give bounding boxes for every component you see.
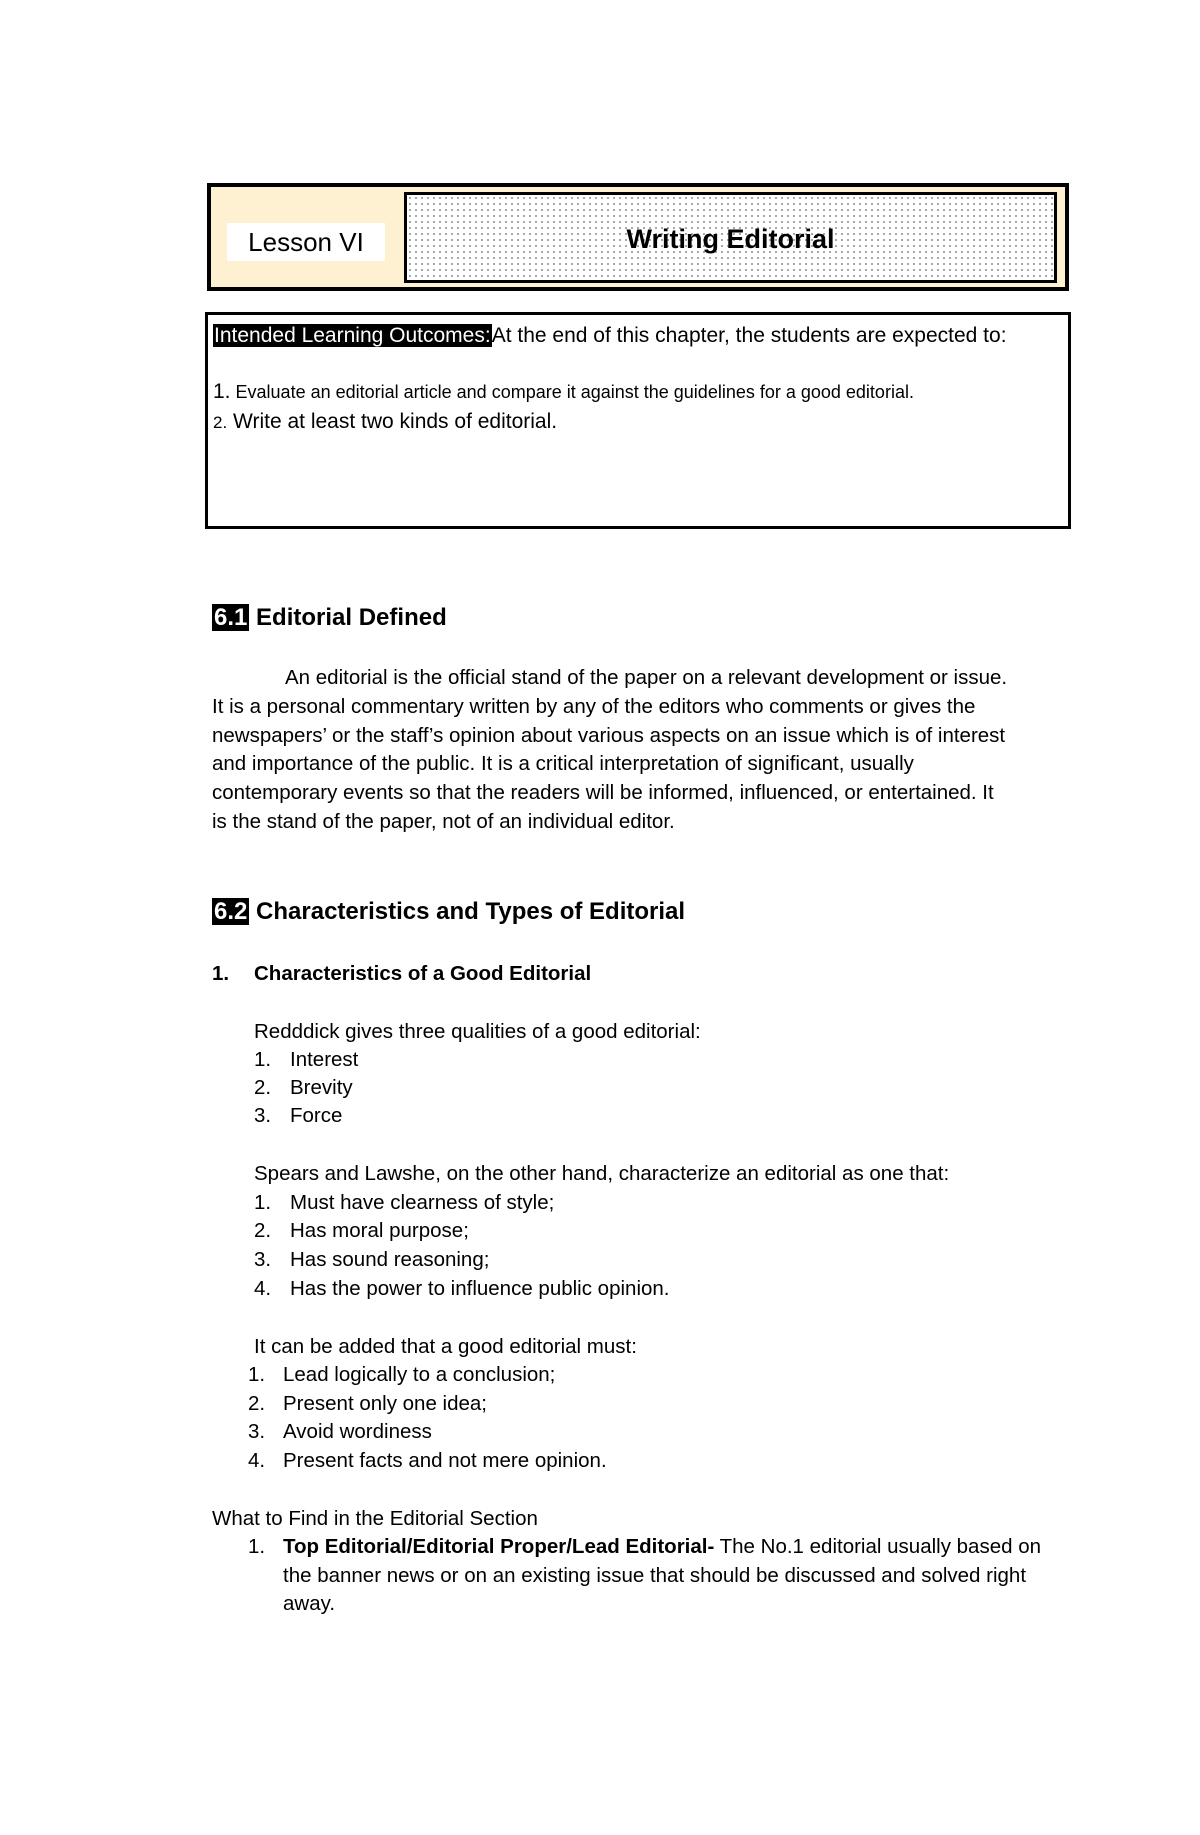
list-text: Present facts and not mere opinion. [283, 1449, 607, 1472]
reddick-intro: Redddick gives three qualities of a good editorial: [254, 1020, 701, 1043]
list-text: Has moral purpose; [290, 1219, 469, 1242]
editorial-type-name: Top Editorial/Editorial Proper/Lead Editorial- [283, 1535, 715, 1558]
list-number: 1. [254, 1191, 272, 1214]
outcome-text: Write at least two kinds of editorial. [233, 410, 558, 433]
list-text: Must have clearness of style; [290, 1191, 555, 1214]
list-text [283, 1533, 1041, 1561]
learning-outcomes-heading [213, 322, 1007, 350]
section-heading-characteristics [212, 896, 685, 928]
paragraph-line: It is a personal commentary written by any of the editors who comments or gives the [212, 694, 976, 718]
list-item [248, 1533, 1078, 1623]
spears-intro: Spears and Lawshe, on the other hand, characterize an editorial as one that: [254, 1162, 950, 1185]
outcome-item [213, 379, 914, 405]
lesson-label: Lesson VI [227, 223, 385, 261]
list-number: 3. [254, 1104, 272, 1127]
paragraph-line: An editorial is the official stand of the paper on a relevant development or issue. [285, 666, 1008, 689]
outcome-number: 1. [213, 380, 231, 403]
list-number: 2. [254, 1219, 272, 1242]
learning-outcomes-intro: At the end of this chapter, the students are expected to: [491, 324, 1007, 347]
list-text: Interest [290, 1048, 359, 1071]
list-number: 3. [254, 1248, 272, 1271]
paragraph-line: is the stand of the paper, not of an individual editor. [212, 809, 675, 833]
list-text: Has the power to influence public opinion. [290, 1277, 670, 1300]
list-text: Avoid wordiness [283, 1420, 432, 1443]
list-number: 4. [254, 1277, 272, 1300]
lesson-title-box [404, 192, 1057, 283]
list-text: Force [290, 1104, 343, 1127]
outcome-item [213, 409, 557, 436]
list-text: Present only one idea; [283, 1392, 487, 1415]
subsection-title: Characteristics of a Good Editorial [254, 962, 592, 985]
section-heading-editorial-defined [212, 602, 447, 634]
list-text: Has sound reasoning; [290, 1248, 490, 1271]
learning-outcomes-box [205, 312, 1071, 529]
list-text: Brevity [290, 1076, 353, 1099]
paragraph-line: newspapers’ or the staff’s opinion about various aspects on an issue which is of interest [212, 723, 1006, 747]
paragraph-line: contemporary events so that the readers will be informed, influenced, or entertained. It [212, 781, 994, 805]
learning-outcomes-label: Intended Learning Outcomes: [214, 324, 491, 347]
section-title: Editorial Defined [256, 604, 447, 631]
find-section-title: What to Find in the Editorial Section [212, 1507, 538, 1530]
lesson-title: Writing Editorial [626, 224, 835, 254]
lesson-header [207, 183, 1069, 291]
outcome-number: 2. [213, 413, 228, 432]
editorial-type-description: The No.1 editorial usually based on [714, 1535, 1042, 1558]
added-intro: It can be added that a good editorial must: [254, 1335, 637, 1358]
list-number: 1. [248, 1363, 266, 1386]
section-title: Characteristics and Types of Editorial [256, 898, 686, 925]
editorial-definition-paragraph [212, 664, 1068, 837]
list-number: 1. [248, 1535, 266, 1558]
list-text: Lead logically to a conclusion; [283, 1363, 556, 1386]
list-number: 3. [248, 1420, 266, 1443]
outcome-text: Evaluate an editorial article and compare it against the guidelines for a good editorial. [235, 382, 914, 402]
list-text-continued: away. [283, 1592, 336, 1615]
section-number: 6.2 [214, 898, 248, 925]
list-number: 4. [248, 1449, 266, 1472]
list-number: 1. [254, 1048, 272, 1071]
subsection-number: 1. [212, 962, 230, 985]
section-number: 6.1 [214, 604, 248, 631]
paragraph-line: and importance of the public. It is a critical interpretation of significant, usually [212, 752, 914, 776]
list-text-continued: the banner news or on an existing issue that should be discussed and solved right [283, 1564, 1027, 1587]
list-number: 2. [248, 1392, 266, 1415]
list-number: 2. [254, 1076, 272, 1099]
